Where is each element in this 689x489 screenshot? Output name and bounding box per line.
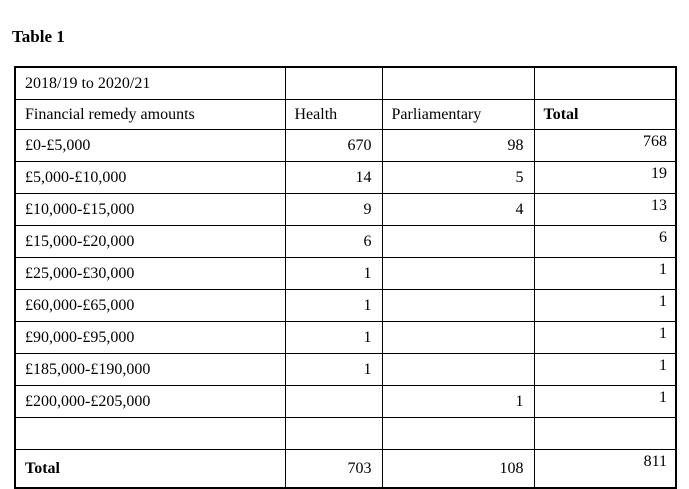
column-header-total: Total <box>534 100 676 130</box>
cell-parliamentary <box>382 226 534 258</box>
spacer-row <box>15 418 676 450</box>
cell-parliamentary <box>382 258 534 290</box>
cell-health: 1 <box>285 290 382 322</box>
period-header-cell: 2018/19 to 2020/21 <box>15 67 285 100</box>
cell-total: 19 <box>534 162 676 194</box>
empty-cell <box>285 418 382 450</box>
cell-label: £185,000-£190,000 <box>15 354 285 386</box>
cell-health: 6 <box>285 226 382 258</box>
cell-health: 670 <box>285 130 382 162</box>
table-row <box>15 290 676 322</box>
cell-health: 14 <box>285 162 382 194</box>
column-header-row <box>15 100 676 130</box>
cell-total: 768 <box>534 130 676 162</box>
total-parliamentary: 108 <box>382 450 534 489</box>
cell-parliamentary: 1 <box>382 386 534 418</box>
cell-label: £25,000-£30,000 <box>15 258 285 290</box>
cell-total: 13 <box>534 194 676 226</box>
empty-cell <box>382 67 534 100</box>
total-row-label: Total <box>15 450 285 489</box>
empty-cell <box>534 418 676 450</box>
cell-label: £90,000-£95,000 <box>15 322 285 354</box>
table-row <box>15 386 676 418</box>
column-header-health: Health <box>285 100 382 130</box>
empty-cell <box>382 418 534 450</box>
table-row <box>15 130 676 162</box>
cell-label: £5,000-£10,000 <box>15 162 285 194</box>
cell-total: 6 <box>534 226 676 258</box>
cell-total: 1 <box>534 354 676 386</box>
cell-health: 9 <box>285 194 382 226</box>
cell-label: £200,000-£205,000 <box>15 386 285 418</box>
cell-health: 1 <box>285 258 382 290</box>
cell-health: 1 <box>285 322 382 354</box>
table-title: Table 1 <box>12 27 65 46</box>
financial-remedy-table <box>14 66 677 489</box>
table-row <box>15 162 676 194</box>
column-header-parliamentary: Parliamentary <box>382 100 534 130</box>
cell-total: 1 <box>534 258 676 290</box>
period-row <box>15 67 676 100</box>
cell-parliamentary <box>382 322 534 354</box>
cell-total: 1 <box>534 322 676 354</box>
table-row <box>15 322 676 354</box>
cell-label: £15,000-£20,000 <box>15 226 285 258</box>
cell-parliamentary: 4 <box>382 194 534 226</box>
cell-total: 1 <box>534 386 676 418</box>
total-health: 703 <box>285 450 382 489</box>
table-row <box>15 194 676 226</box>
empty-cell <box>534 67 676 100</box>
cell-total: 1 <box>534 290 676 322</box>
cell-label: £10,000-£15,000 <box>15 194 285 226</box>
total-overall: 811 <box>534 450 676 489</box>
cell-parliamentary <box>382 354 534 386</box>
empty-cell <box>15 418 285 450</box>
cell-parliamentary: 98 <box>382 130 534 162</box>
table-row <box>15 258 676 290</box>
total-row <box>15 450 676 489</box>
column-header-label: Financial remedy amounts <box>15 100 285 130</box>
table-row <box>15 354 676 386</box>
cell-health <box>285 386 382 418</box>
cell-parliamentary: 5 <box>382 162 534 194</box>
table-row <box>15 226 676 258</box>
cell-parliamentary <box>382 290 534 322</box>
empty-cell <box>285 67 382 100</box>
cell-label: £60,000-£65,000 <box>15 290 285 322</box>
cell-label: £0-£5,000 <box>15 130 285 162</box>
cell-health: 1 <box>285 354 382 386</box>
